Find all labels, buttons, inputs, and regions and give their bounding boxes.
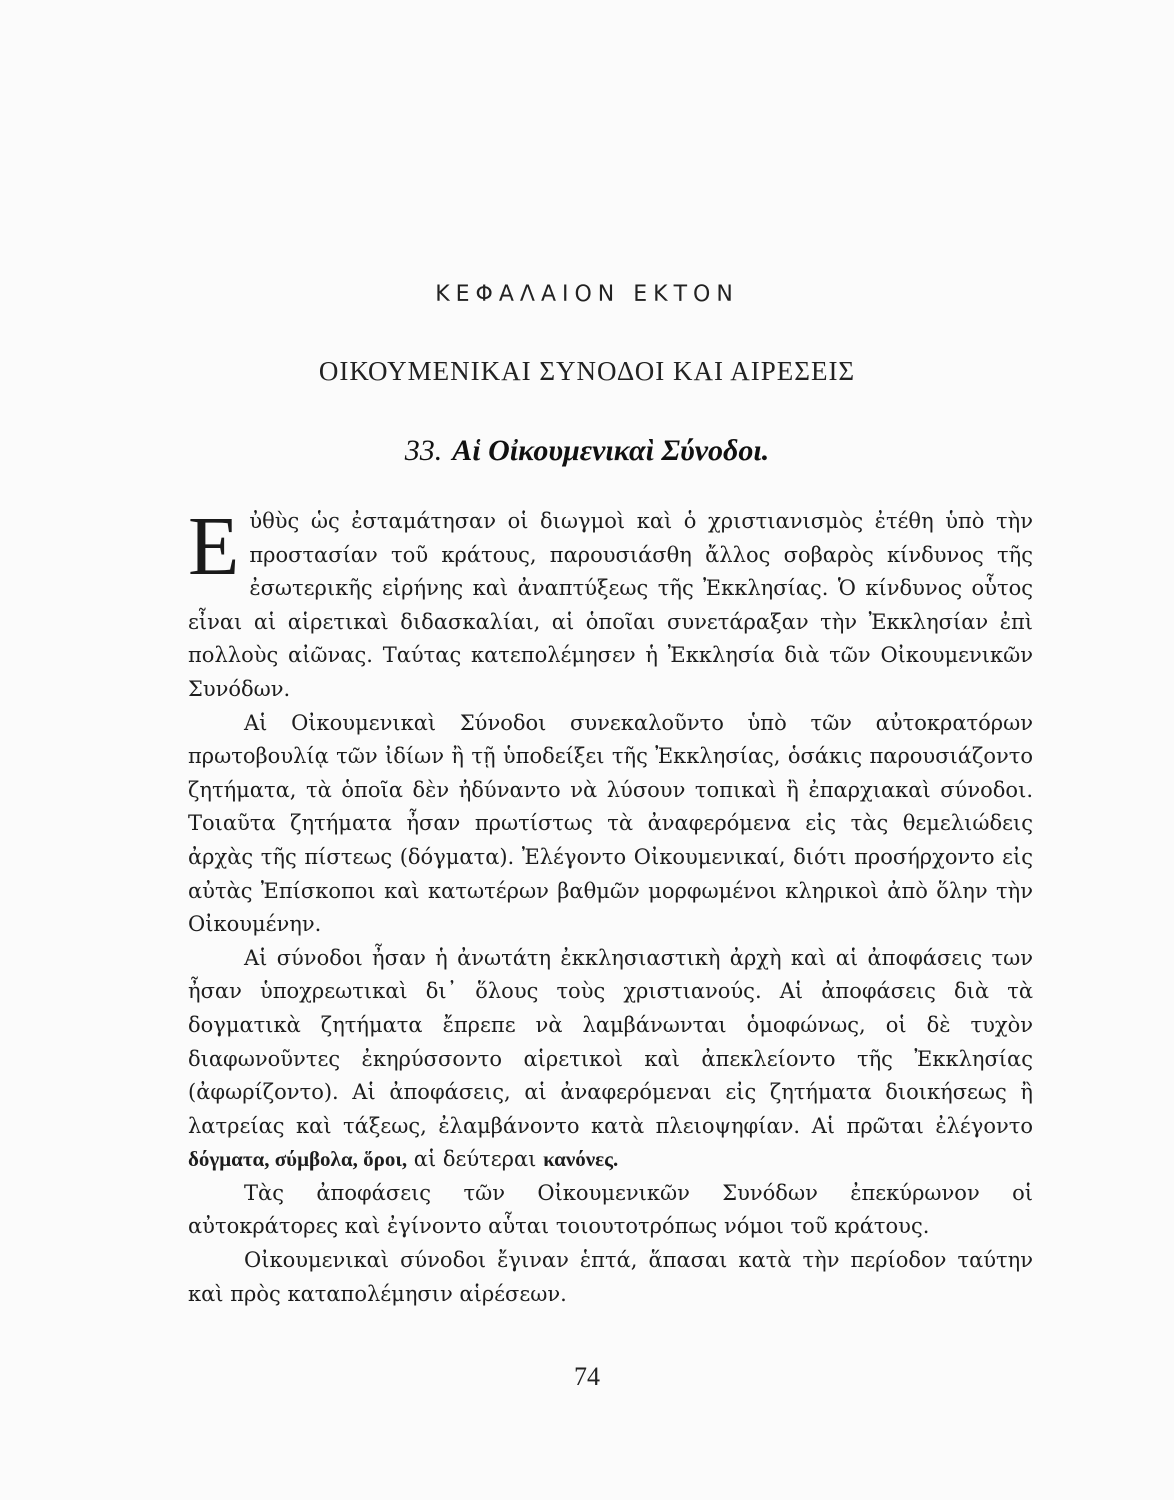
paragraph-1 (188, 500, 1033, 707)
paragraph-3-mid: αἱ δεύτεραι (413, 1147, 537, 1172)
section-title: Αἱ Οἰκουμενικαὶ Σύνοδοι. (452, 434, 770, 467)
chapter-title: ΟΙΚΟΥΜΕΝΙΚΑΙ ΣΥΝΟΔΟΙ ΚΑΙ ΑΙΡΕΣΕΙΣ (318, 356, 856, 386)
bold-terms-1: δόγματα, σύμβολα, ὅροι, (188, 1147, 408, 1172)
paragraph-3-text: Αἱ σύνοδοι ἦσαν ἡ ἀνωτάτη ἐκκλησιαστικὴ ἀρχὴ καὶ αἱ ἀποφάσεις των ἦσαν ὑποχρεωτικαὶ δι᾽ ὅλους τοὺς χριστιανούς. Αἱ ἀποφάσεις διὰ τὰ δογματικὰ ζητήματα ἔπρεπε νὰ λαμβάνωνται ὁμοφώνως, οἱ δὲ τυχὸν διαφωνοῦντες ἐκηρύσσοντο αἱρετικοὶ καὶ ἀπεκλείοντο τῆς Ἐκκλησίας (ἀφωρίζοντο). Αἱ ἀποφάσεις, αἱ ἀναφερόμεναι εἰς ζητήματα διοικήσεως ἢ λατρείας καὶ τάξεως, ἐλαμβάνοντο κατὰ πλειοψηφίαν. Αἱ πρῶται ἐλέγοντο (188, 945, 1033, 1138)
paragraph-2: Αἱ Οἰκουμενικαὶ Σύνοδοι συνεκαλοῦντο ὑπὸ τῶν αὐτοκρατόρων πρωτοβουλίᾳ τῶν ἰδίων ἢ τῇ ὑποδείξει τῆς Ἐκκλησίας, ὁσάκις παρουσιάζοντο ζητήματα, τὰ ὁποῖα δὲν ἠδύναντο νὰ λύσουν τοπικαὶ ἢ ἐπαρχιακαὶ σύνοδοι. Τοιαῦτα ζητήματα ἦσαν πρωτίστως τὰ ἀναφερόμενα εἰς τὰς θεμελιώδεις ἀρχὰς τῆς πίστεως (δόγματα). Ἐλέγοντο Οἰκουμενικαί, διότι προσήρχοντο εἰς αὐτὰς Ἐπίσκοποι καὶ κατωτέρων βαθμῶν μορφωμένοι κληρικοὶ ἀπὸ ὅλην τὴν Οἰκουμένην. (188, 710, 1033, 937)
page-number: 74 (574, 1362, 600, 1391)
drop-cap: Ε (188, 500, 240, 593)
section-heading (0, 434, 1174, 468)
chapter-label: ΚΕΦΑΛΑΙΟΝ ΕΚΤΟΝ (435, 282, 739, 307)
paragraph-5: Οἰκουμενικαὶ σύνοδοι ἔγιναν ἑπτά, ἅπασαι κατὰ τὴν περίοδον ταύτην καὶ πρὸς καταπολέμησιν αἱρέσεων. (188, 1248, 1033, 1306)
section-number: 33. (404, 434, 443, 467)
paragraph-3 (188, 942, 1033, 1177)
paragraph-1-text: ὐθὺς ὡς ἐσταμάτησαν οἱ διωγμοὶ καὶ ὁ χριστιανισμὸς ἐτέθη ὑπὸ τὴν προστασίαν τοῦ κράτους, παρουσιάσθη ἄλλος σοβαρὸς κίνδυνος τῆς ἐσωτερικῆς εἰρήνης καὶ ἀναπτύξεως τῆς Ἐκκλησίας. Ὁ κίνδυνος οὗτος εἶναι αἱ αἱρετικαὶ διδασκαλίαι, αἱ ὁποῖαι συνετάραξαν τὴν Ἐκκλησίαν ἐπὶ πολλοὺς αἰῶνας. Ταύτας κατεπολέμησεν ἡ Ἐκκλησία διὰ τῶν Οἰκουμενικῶν Συνόδων. (188, 509, 1033, 701)
bold-terms-2: κανόνες. (543, 1147, 619, 1172)
body-text (188, 500, 1033, 1311)
paragraph-4: Τὰς ἀποφάσεις τῶν Οἰκουμενικῶν Συνόδων ἐπεκύρωνον οἱ αὐτοκράτορες καὶ ἐγίνοντο αὗται τοιουτοτρόπως νόμοι τοῦ κράτους. (188, 1180, 1033, 1239)
